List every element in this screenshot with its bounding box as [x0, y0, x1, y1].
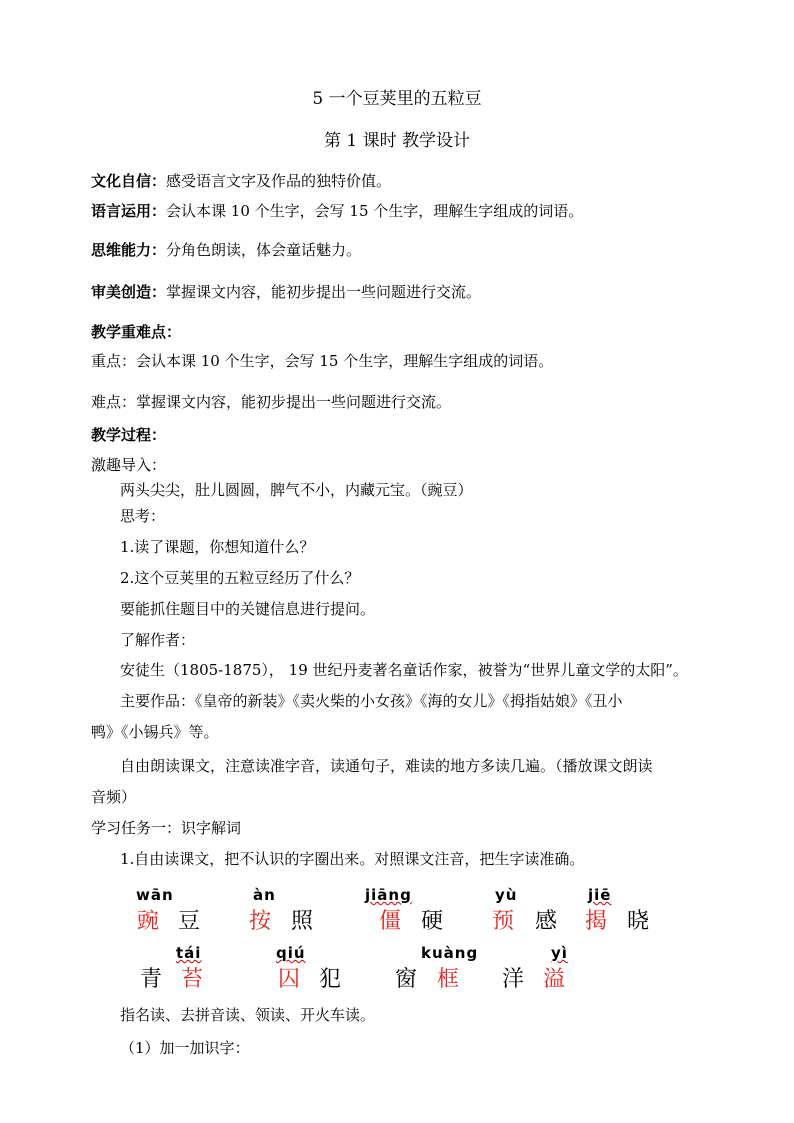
char-zhao: 照 — [291, 909, 314, 934]
char-tai: 苔 — [181, 967, 204, 992]
goal-aesthetic — [91, 282, 481, 302]
goal-culture — [91, 171, 391, 191]
process-heading: 教学过程： — [91, 426, 167, 444]
char-wan: 豌 — [137, 909, 160, 934]
pinyin-qiu — [276, 944, 306, 962]
char-jie: 揭 — [585, 909, 608, 934]
char-fan: 犯 — [319, 967, 342, 992]
key-points-heading: 教学重难点： — [91, 323, 182, 341]
think-label: 思考： — [120, 507, 166, 525]
read-methods: 指名读、去拼音读、领读、开火车读。 — [120, 1006, 376, 1024]
goal-label: 审美创造： — [91, 283, 167, 301]
goal-text: 感受语言文字及作品的独特价值。 — [166, 172, 392, 190]
question-tip: 要能抓住题目中的关键信息进行提问。 — [120, 600, 376, 618]
works-line-1: 主要作品：《皇帝的新装》《卖火柴的小女孩》《海的女儿》《拇指姑娘》《丑小 — [120, 692, 623, 710]
goal-text: 分角色朗读，体会童话魅力。 — [166, 241, 362, 259]
pinyin-wan: wān — [136, 886, 174, 904]
pinyin-tai — [176, 944, 201, 962]
char-jiang: 僵 — [379, 909, 402, 934]
question-2: 2.这个豆荚里的五粒豆经历了什么？ — [120, 569, 360, 587]
author-heading: 了解作者： — [120, 631, 196, 649]
char-an: 按 — [249, 909, 272, 934]
goal-text: 会认本课 10 个生字，会写 15 个生字，理解生字组成的词语。 — [166, 202, 584, 220]
read-line-2: 音频） — [91, 788, 137, 806]
riddle: 两头尖尖，肚儿圆圆，脾气不小，内藏元宝。（豌豆） — [120, 481, 473, 499]
pinyin-jiang — [365, 886, 412, 904]
author-line: 安徒生（1805-1875）， 19 世纪丹麦著名童话作家，被誉为“世界儿童文学的太阳”。 — [120, 661, 688, 679]
char-dou: 豆 — [178, 909, 201, 934]
works-line-2: 鸭》《小锡兵》等。 — [91, 723, 219, 741]
goal-label: 文化自信： — [91, 172, 167, 190]
pinyin-yi — [551, 944, 568, 962]
pinyin-yi-text: yì — [551, 944, 568, 962]
task-1-step-1: 1.自由读课文，把不认识的字圈出来。对照课文注音，把生字读准确。 — [120, 850, 585, 868]
char-xiao: 晓 — [627, 909, 650, 934]
char-chuang: 窗 — [395, 967, 418, 992]
pinyin-an: àn — [253, 886, 276, 904]
pinyin-tai-text: tái — [176, 944, 202, 962]
pinyin-jie — [588, 886, 611, 904]
pinyin-kuang: kuàng — [421, 944, 479, 962]
goal-language — [91, 201, 583, 221]
char-kuang: 框 — [437, 967, 460, 992]
char-qiu: 囚 — [278, 967, 301, 992]
goal-label: 语言运用： — [91, 202, 167, 220]
goal-text: 掌握课文内容，能初步提出一些问题进行交流。 — [166, 283, 482, 301]
char-yu: 预 — [492, 909, 515, 934]
task-1-heading: 学习任务一：识字解词 — [91, 819, 242, 837]
char-yi: 溢 — [543, 967, 566, 992]
pinyin-jiang-text: jiāng — [365, 886, 412, 904]
page-subtitle: 第 1 课时 教学设计 — [323, 131, 471, 151]
sub-step-add: （1）加一加识字： — [120, 1039, 250, 1057]
char-ying: 硬 — [421, 909, 444, 934]
page-title: 5 一个豆荚里的五粒豆 — [312, 89, 482, 109]
char-yang: 洋 — [502, 967, 525, 992]
char-gan: 感 — [535, 909, 558, 934]
intro-heading: 激趣导入： — [91, 456, 167, 474]
goal-thinking — [91, 240, 361, 260]
pinyin-jie-text: jiē — [588, 886, 612, 904]
question-1: 1.读了课题，你想知道什么？ — [120, 538, 315, 556]
pinyin-yu: yù — [495, 886, 518, 904]
char-qing: 青 — [140, 967, 163, 992]
goal-label: 思维能力： — [91, 241, 167, 259]
pinyin-qiu-text: qiú — [276, 944, 306, 962]
difficult-point: 难点：掌握课文内容，能初步提出一些问题进行交流。 — [91, 393, 452, 411]
key-point: 重点：会认本课 10 个生字，会写 15 个生字，理解生字组成的词语。 — [91, 352, 554, 370]
read-line-1: 自由朗读课文，注意读准字音，读通句子，难读的地方多读几遍。（播放课文朗读 — [120, 757, 653, 775]
